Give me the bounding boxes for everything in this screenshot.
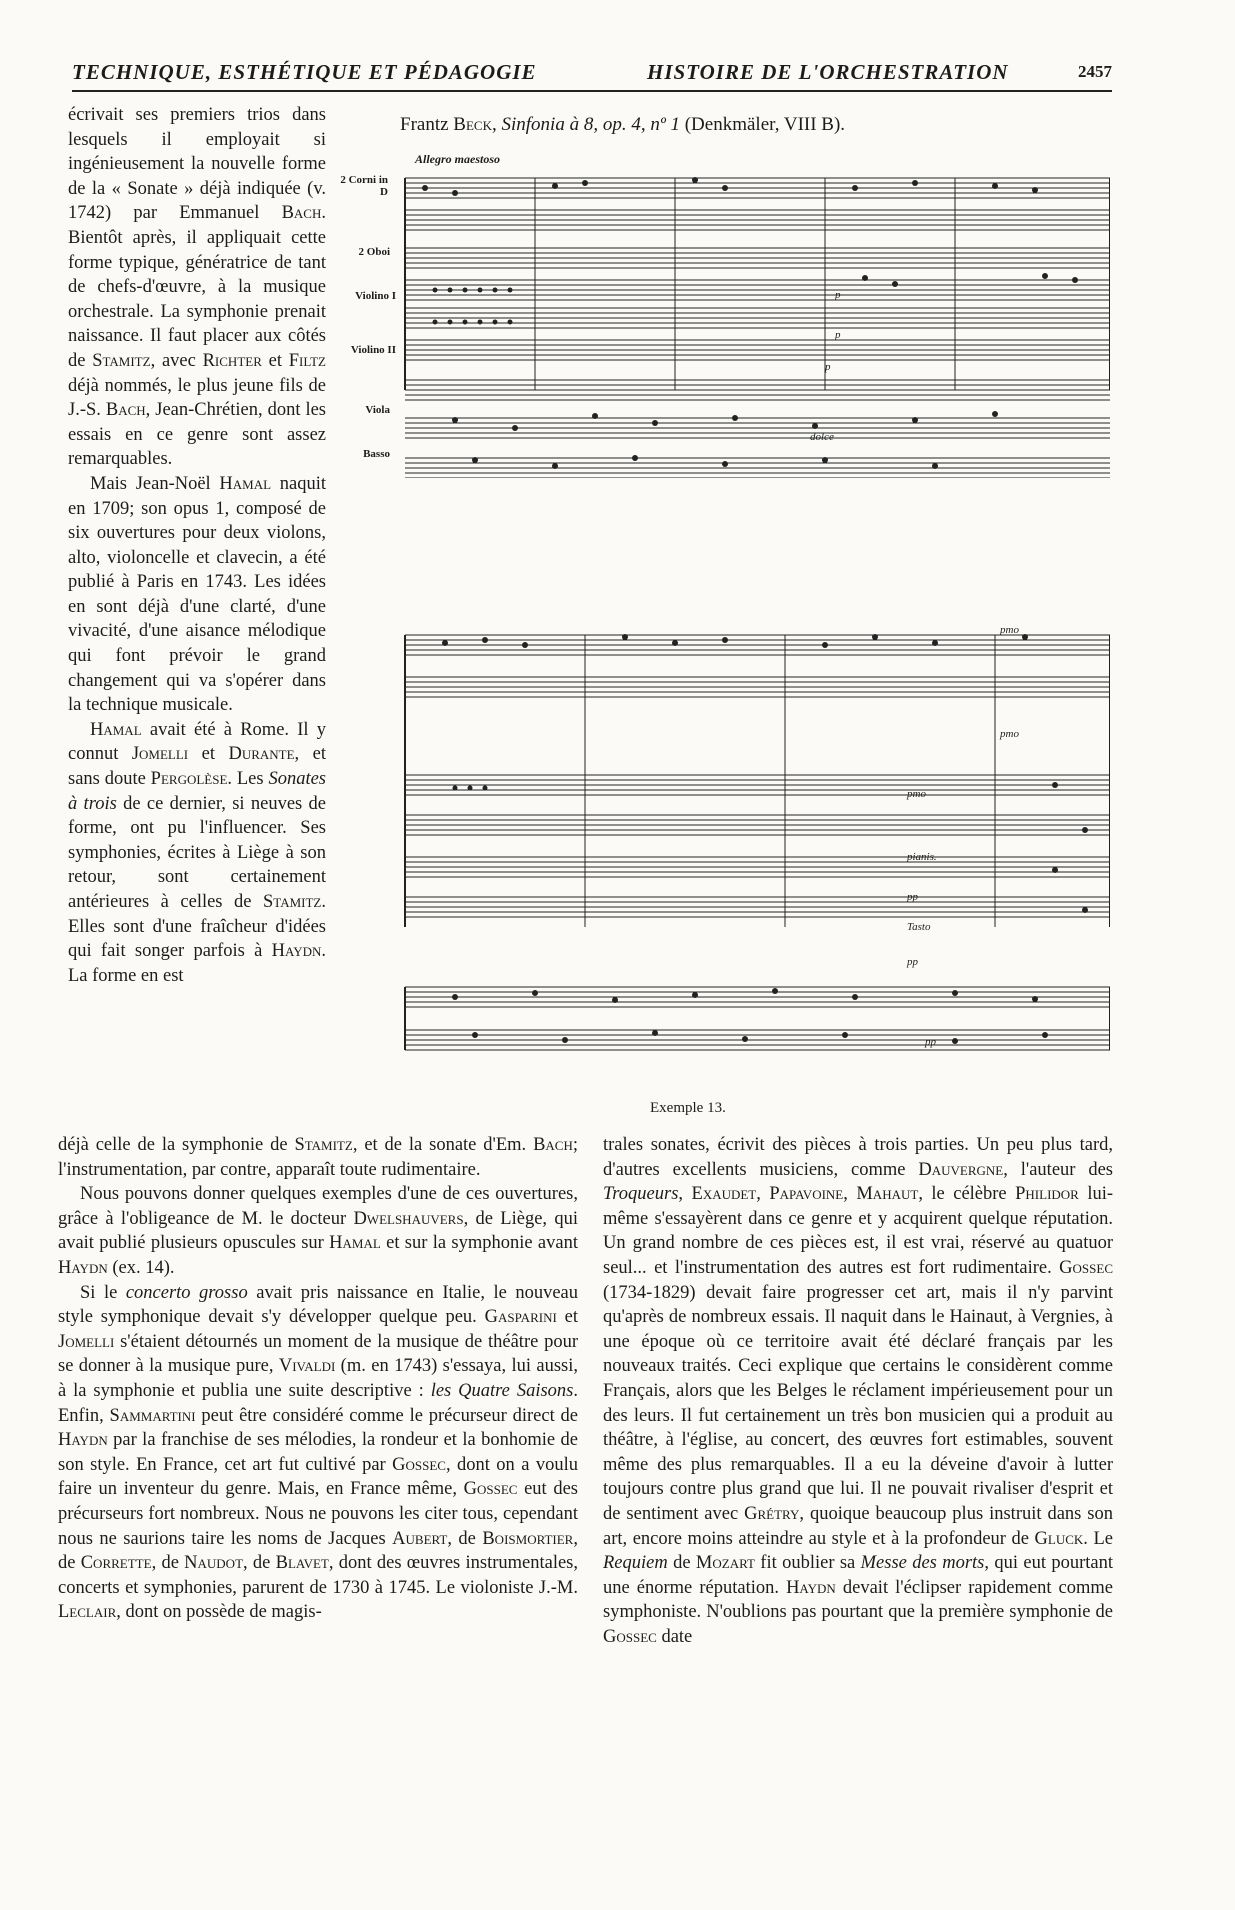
instrument-label: Viola (365, 404, 390, 416)
header-left-title: TECHNIQUE, ESTHÉTIQUE ET PÉDAGOGIE (72, 60, 537, 84)
bottom-left-column (58, 1133, 578, 1625)
music-score-system-1 (395, 168, 1110, 478)
dynamic-marking: pmo (1000, 728, 1019, 740)
paragraph: Hamal avait été à Rome. Il y connut Jomelli et Durante, et sans doute Pergolèse. Les Sonates à trois de ce dernier, si neuves de forme, ont pu l'influencer. Ses symphonies, écrites à Liège à son retour, sont certainement antérieures à celles de Stamitz. Elles sont d'une fraîcheur d'idées qui fait songer parfois à Haydn. La forme en est (68, 719, 327, 986)
header-rule (72, 90, 1112, 92)
tempo-marking: Allegro maestoso (415, 152, 501, 166)
figure-caption: Exemple 13. (650, 1100, 726, 1116)
dynamic-marking: p (835, 289, 841, 301)
dynamic-marking: p (825, 361, 831, 373)
instrument-label: Basso (363, 448, 390, 460)
paragraph: déjà celle de la symphonie de Stamitz, et de la sonate d'Em. Bach; l'instrumentation, par contre, apparaît toute rudimentaire. (58, 1135, 578, 1180)
running-header (72, 60, 1112, 92)
instrument-label: 2 Oboi (358, 246, 390, 258)
paragraph: Mais Jean-Noël Hamal naquit en 1709; son opus 1, composé de six ouvertures pour deux violons, alto, violoncelle et clavecin, a été publié à Paris en 1743. Les idées en sont déjà d'une clarté, d'une vivacité, d'une aisance mélodique qui font prévoir le grand changement qui va s'opérer dans la technique musicale. (68, 473, 326, 716)
dynamic-marking: pmo (1000, 625, 1019, 636)
paragraph: écrivait ses premiers trios dans lesquels il employait si ingénieusement la nouvelle forme de la « Sonate » déjà indiquée (v. 1742) par Emmanuel Bach. Bientôt après, il appliquait cette forme typique, génératrice de tant de chefs-d'œuvre, à la musique orchestrale. La symphonie prenait naissance. Il faut placer aux côtés de Stamitz, avec Richter et Filtz déjà nommés, le plus jeune fils de J.-S. Bach, Jean-Chrétien, dont les essais en ce genre sont assez remarquables. (68, 105, 326, 470)
left-narrow-column (68, 103, 326, 988)
dynamic-marking: pmo (907, 788, 926, 800)
page-number: 2457 (1078, 62, 1112, 81)
paragraph: Si le concerto grosso avait pris naissance en Italie, le nouveau style symphonique devait s'y développer quelque peu. Gasparini et Jomelli s'étaient détournés un moment de la musique de théâtre pour se donner à la musique pure, Vivaldi (m. en 1743) s'essaya, lui aussi, à la symphonie et publia une suite descriptive : les Quatre Saisons. Enfin, Sammartini peut être considéré comme le précurseur direct de Haydn par la franchise de ses mélodies, la rondeur et la bonhomie de son style. En France, cet art fut cultivé par Gossec, dont on a voulu faire un inventeur du genre. Mais, en France même, Gossec eut des précurseurs fort nombreux. Nous ne pouvons les citer tous, cependant nous ne saurions taire les noms de Jacques Aubert, de Boismortier, de Corrette, de Naudot, de Blavet, dont des œuvres instrumentales, concerts et symphonies, parurent de 1730 à 1745. Le violoniste J.-M. Leclair, dont on possède de magis- (58, 1282, 579, 1623)
dynamic-marking: pp (925, 1036, 936, 1048)
dynamic-marking: pp (907, 956, 918, 968)
bottom-right-column (603, 1133, 1113, 1649)
instrument-label: 2 Corni in D (340, 174, 388, 198)
dynamic-marking: Tasto (907, 921, 931, 933)
paragraph: Nous pouvons donner quelques exemples d'une de ces ouvertures, grâce à l'obligeance de M. le docteur Dwelshauvers, de Liège, qui avait publié plusieurs opuscules sur Hamal et sur la symphonie avant Haydn (ex. 14). (58, 1184, 578, 1278)
score-title: Frantz Beck, Sinfonia à 8, op. 4, nº 1 (Denkmäler, VIII B). (400, 114, 846, 135)
header-right-title: HISTOIRE DE L'ORCHESTRATION (647, 60, 1009, 84)
paragraph: trales sonates, écrivit des pièces à trois parties. Un peu plus tard, d'autres excellents musiciens, comme Dauvergne, l'auteur des Troqueurs, Exaudet, Papavoine, Mahaut, le célèbre Philidor lui-même s'essayèrent dans ce genre et y acquirent quelque réputation. Un grand nombre de ces pièces est, il est vrai, réservé au quatuor seul... et l'instrumentation des autres est fort rudimentaire. Gossec (1734-1829) devait faire progresser cet art, mais il n'y parvint qu'après de nombreux essais. Il naquit dans le Hainaut, à Vergnies, à une époque où ce territoire avait été déclaré français par les nouveaux traités. Ceci explique que certains le considèrent comme Français, alors que les Belges le réclament impérieusement pour un des leurs. Il fut certainement un très bon musicien qui a produit au théâtre, à l'église, au concert, des œuvres fort estimables, souvent même des plus remarquables. Il a eu la déveine d'avoir à lutter toujours contre plus grand que lui. Il ne pouvait rivaliser d'esprit et de sentiment avec Grétry, quoique beaucoup plus instruit dans son art, encore moins atteindre au style et à la profondeur de Gluck. Le Requiem de Mozart fit oublier sa Messe des morts, qui eut pourtant une énorme réputation. Haydn devait l'éclipser rapidement comme symphoniste. N'oublions pas pourtant que la première symphonie de Gossec date (603, 1135, 1114, 1647)
instrument-label: Violino II (350, 344, 396, 356)
dynamic-marking: p (835, 329, 841, 341)
dynamic-marking: pianis. (907, 851, 937, 863)
instrument-label: Violino I (355, 290, 396, 302)
dynamic-marking: pp (907, 891, 918, 903)
dynamic-marking: dolce (810, 431, 834, 443)
music-score-system-2 (395, 625, 1110, 1085)
